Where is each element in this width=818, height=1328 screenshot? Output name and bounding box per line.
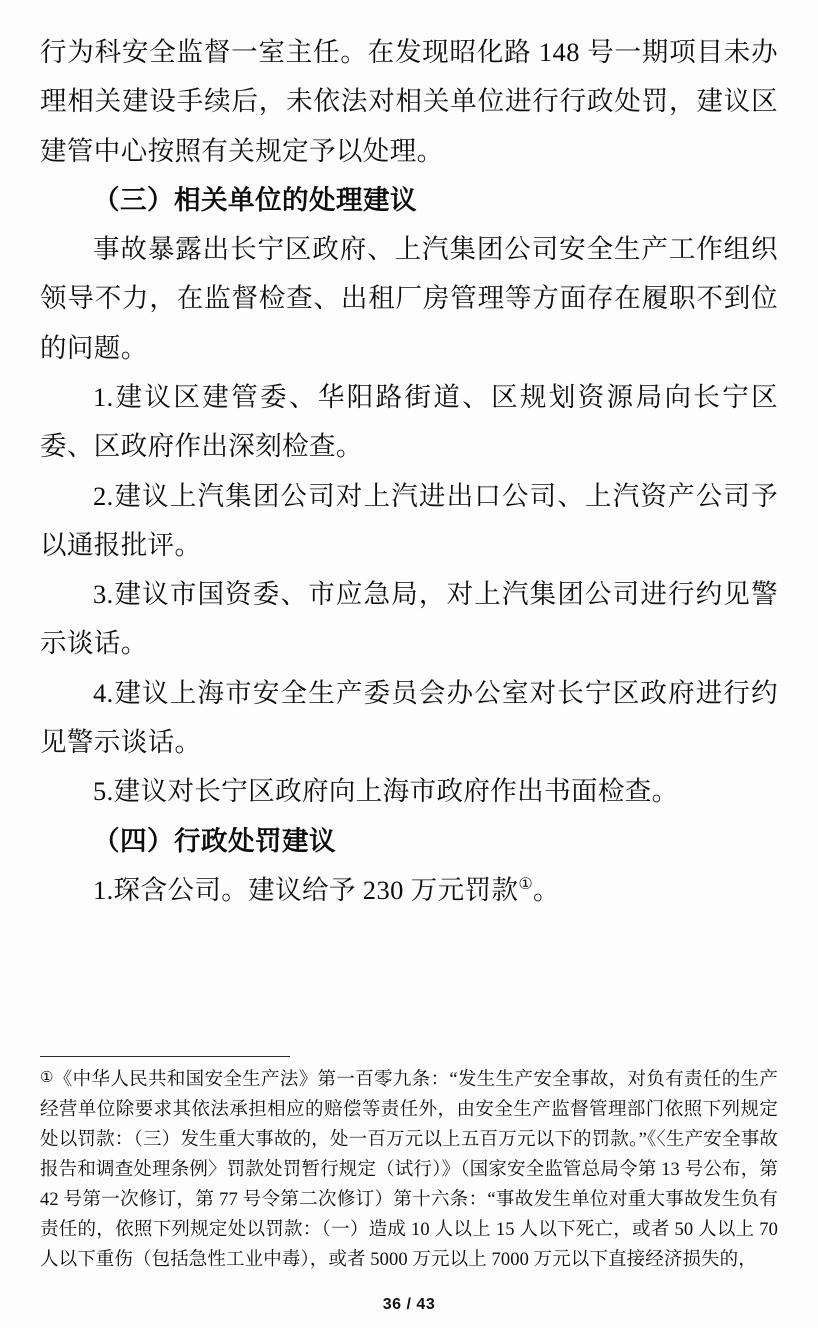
footnote-area <box>40 1056 778 1276</box>
list-item-1: 1.建议区建管委、华阳路街道、区规划资源局向长宁区委、区政府作出深刻检查。 <box>40 381 778 462</box>
penalty-item-1-text: 1.琛含公司。建议给予 230 万元罚款 <box>93 874 519 905</box>
paragraph-overview: 事故暴露出长宁区政府、上汽集团公司安全生产工作组织领导不力，在监督检查、出租厂房管理等方面存在履职不到位的问题。 <box>40 234 778 363</box>
footnote-divider <box>40 1056 290 1057</box>
footnote-body: 《中华人民共和国安全生产法》第一百零九条：“发生生产安全事故，对负有责任的生产经营单位除要求其依法承担相应的赔偿等责任外，由安全生产监督管理部门依照下列规定处以罚款：（三）发生重大事故的，处一百万元以上五百万元以下的罚款。”《〈生产安全事故报告和调查处理条例〉罚款处罚暂行规定（试行）》（国家安全监管总局令第 13 号公布，第 42 号第一次修订，第 77 号令第二次修订）第十六条：“事故发生单位对重大事故发生负有责任的，依照下列规定处以罚款：（一）造成 10 人以上 15 人以下死亡，或者 50 人以上 70 人以下重伤（包括急性工业中毒），或者 5000 万元以上 7000 万元以下直接经济损失的， <box>40 1070 778 1271</box>
paragraph-continuation: 行为科安全监督一室主任。在发现昭化路 148 号一期项目未办理相关建设手续后，未依法对相关单位进行行政处罚，建议区建管中心按照有关规定予以处理。 <box>40 37 778 166</box>
footnote-text <box>40 1066 778 1276</box>
list-item-4: 4.建议上海市安全生产委员会办公室对长宁区政府进行约见警示谈话。 <box>40 677 778 757</box>
section-heading-four: （四）行政处罚建议 <box>93 825 336 856</box>
list-item-2: 2.建议上汽集团公司对上汽进出口公司、上汽资产公司予以通报批评。 <box>40 480 778 560</box>
footnote-marker: ① <box>40 1070 54 1087</box>
penalty-item-1-tail: 。 <box>533 874 560 905</box>
document-body <box>40 28 778 915</box>
section-heading-three: （三）相关单位的处理建议 <box>93 184 417 215</box>
list-item-5: 5.建议对长宁区政府向上海市政府作出书面检查。 <box>93 776 679 807</box>
page-number: 36 / 43 <box>382 1296 436 1313</box>
list-item-3: 3.建议市国资委、市应急局，对上汽集团公司进行约见警示谈话。 <box>40 579 778 659</box>
footnote-reference[interactable]: ① <box>518 875 534 893</box>
penalty-item-1 <box>40 866 778 915</box>
